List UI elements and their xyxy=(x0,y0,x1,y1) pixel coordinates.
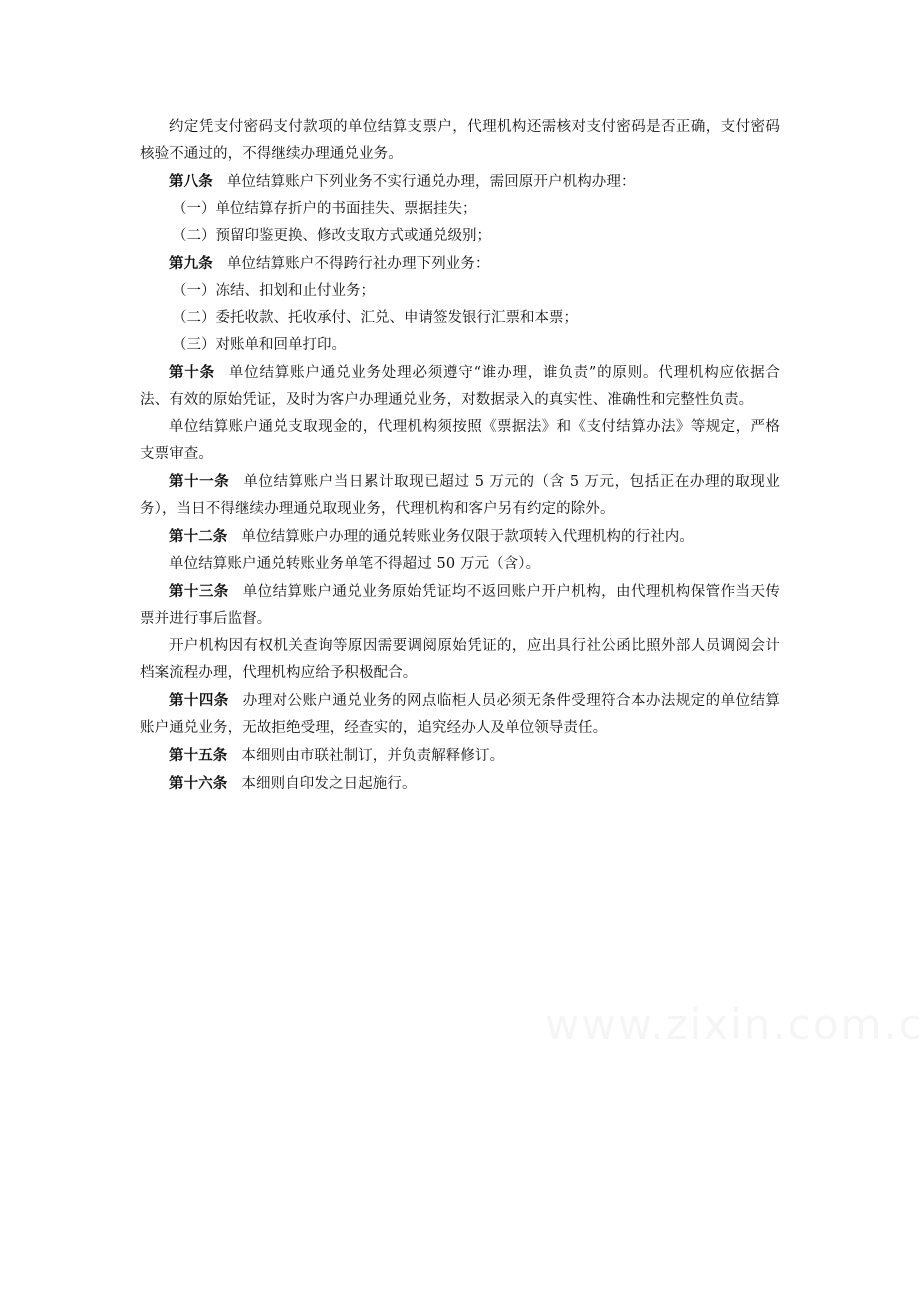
article-number: 第十三条 xyxy=(169,583,229,600)
paragraph xyxy=(140,114,780,168)
paragraph xyxy=(140,250,780,278)
paragraph-text: （一）单位结算存折户的书面挂失、票据挂失； xyxy=(172,201,477,217)
paragraph-text: 单位结算账户通兑支取现金的，代理机构须按照《票据法》和《支付结算办法》等规定，严格支票审查。 xyxy=(140,419,780,462)
article-number: 第十六条 xyxy=(169,775,228,792)
paragraph-text: 本细则由市联社制订，并负责解释修订。 xyxy=(241,748,505,764)
paragraph-text: （二）预留印鉴更换、修改支取方式或通兑级别； xyxy=(172,228,491,244)
paragraph-text: 单位结算账户不得跨行社办理下列业务： xyxy=(226,256,490,272)
paragraph xyxy=(140,633,780,687)
list-item xyxy=(140,332,780,359)
paragraph-text: （二）委托收款、托收承付、汇兑、申请签发银行汇票和本票； xyxy=(172,310,578,326)
article-number: 第九条 xyxy=(169,255,213,272)
article-number: 第十二条 xyxy=(169,528,228,545)
paragraph xyxy=(140,414,780,468)
article-number: 第十五条 xyxy=(169,747,228,764)
paragraph-text: 单位结算账户当日累计取现已超过 5 万元的（含 5 万元，包括正在办理的取现业务），当日不得继续办理通兑取现业务，代理机构和客户另有约定的除外。 xyxy=(140,474,780,517)
paragraph-text: 单位结算账户下列业务不实行通兑办理，需回原开户机构办理： xyxy=(226,174,636,190)
paragraph-text: 办理对公账户通兑业务的网点临柜人员必须无条件受理符合本办法规定的单位结算账户通兑业务，无故拒绝受理，经查实的，追究经办人及单位领导责任。 xyxy=(140,693,780,736)
list-item xyxy=(140,278,780,305)
paragraph xyxy=(140,578,780,633)
paragraph-text: 单位结算账户通兑转账业务单笔不得超过 50 万元（含）。 xyxy=(169,556,541,572)
document-body xyxy=(140,114,780,798)
list-item xyxy=(140,196,780,223)
paragraph xyxy=(140,359,780,414)
paragraph-text: 单位结算账户办理的通兑转账业务仅限于款项转入代理机构的行社内。 xyxy=(241,529,695,545)
article-number: 第八条 xyxy=(169,173,213,190)
article-number: 第十条 xyxy=(169,364,215,381)
paragraph xyxy=(140,551,780,578)
article-number: 第十四条 xyxy=(169,692,229,709)
list-item xyxy=(140,305,780,332)
paragraph xyxy=(140,468,780,523)
paragraph-text: 本细则自印发之日起施行。 xyxy=(241,776,417,792)
watermark xyxy=(545,1000,920,1049)
paragraph xyxy=(140,523,780,551)
paragraph-text: 单位结算账户通兑业务处理必须遵守“谁办理，谁负责”的原则。代理机构应依据合法、有效的原始凭证，及时为客户办理通兑业务，对数据录入的真实性、准确性和完整性负责。 xyxy=(140,365,780,408)
article-number: 第十一条 xyxy=(169,473,230,490)
paragraph-text: 约定凭支付密码支付款项的单位结算支票户，代理机构还需核对支付密码是否正确，支付密码核验不通过的，不得继续办理通兑业务。 xyxy=(140,119,780,162)
paragraph xyxy=(140,742,780,770)
paragraph-text: 开户机构因有权机关查询等原因需要调阅原始凭证的，应出具行社公函比照外部人员调阅会计档案流程办理，代理机构应给予积极配合。 xyxy=(140,638,780,681)
paragraph-text: （一）冻结、扣划和止付业务； xyxy=(172,283,375,299)
paragraph-text: （三）对账单和回单打印。 xyxy=(172,337,346,353)
paragraph-text: 单位结算账户通兑业务原始凭证均不返回账户开户机构，由代理机构保管作当天传票并进行事后监督。 xyxy=(140,584,780,627)
list-item xyxy=(140,223,780,250)
paragraph xyxy=(140,687,780,742)
paragraph xyxy=(140,770,780,798)
paragraph xyxy=(140,168,780,196)
